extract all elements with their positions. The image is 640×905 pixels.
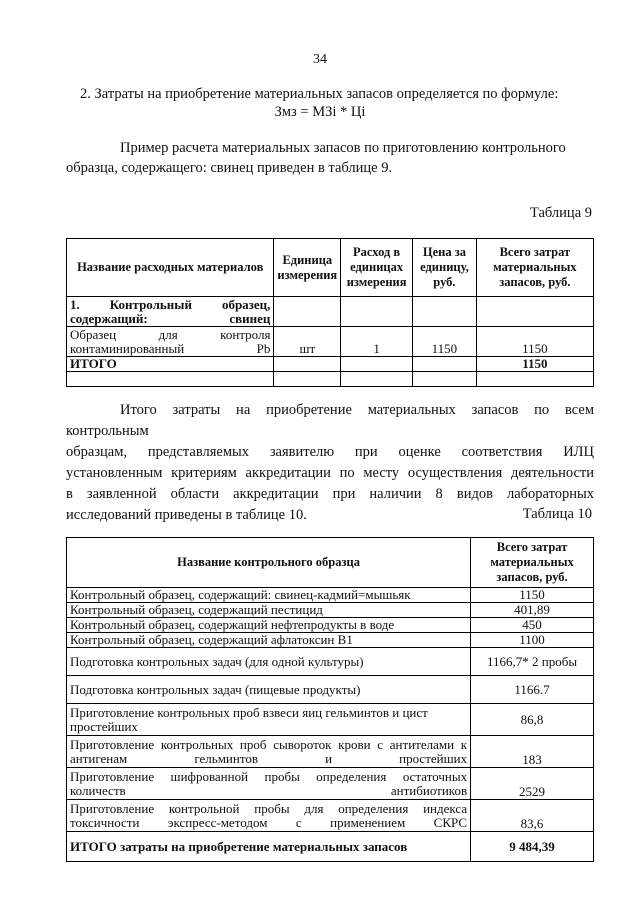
table10-row-value: 401,89	[471, 603, 594, 618]
table10-row-value: 1166.7	[471, 676, 594, 704]
table-9	[66, 238, 594, 387]
table10-row-name: Приготовление контрольных проб сывороток крови с антителами к антигенам гельминтов и простейших	[67, 736, 471, 768]
table10-row-name: Подготовка контрольных задач (для одной культуры)	[67, 648, 471, 676]
table10-row-value: 1100	[471, 633, 594, 648]
table9-item-name: Образец для контроля контаминированный Pb	[67, 327, 274, 357]
summary-line: установленным критериям аккредитации по месту осуществления деятельности	[66, 465, 594, 481]
table9-group-title: 1. Контрольный образец, содержащий: свинец	[67, 297, 274, 327]
table10-row-name: Приготовление шифрованной пробы определения остаточных количеств антибиотиков	[67, 768, 471, 800]
table9-item-price: 1150	[413, 327, 477, 357]
table9-item-qty: 1	[341, 327, 413, 357]
table10-row-name: Контрольный образец, содержащий нефтепродукты в воде	[67, 618, 471, 633]
table10-row-name: Контрольный образец, содержащий: свинец-кадмий=мышьяк	[67, 588, 471, 603]
summary-line: образцам, представляемых заявителю при оценке соответствия ИЛЦ	[66, 444, 594, 460]
example-text-line1: Пример расчета материальных запасов по приготовлению контрольного	[120, 140, 566, 156]
table10-row-value: 83,6	[471, 800, 594, 832]
summary-line: Итого затраты на приобретение материальных запасов по всем контрольным	[66, 402, 594, 439]
example-text-line2: образца, содержащего: свинец приведен в таблице 9.	[66, 160, 393, 176]
table10-row-value: 1150	[471, 588, 594, 603]
table10-row-value: 2529	[471, 768, 594, 800]
summary-line: в заявленной области аккредитации при наличии 8 видов лабораторных	[66, 486, 594, 502]
table10-row-name: Контрольный образец, содержащий афлатоксин B1	[67, 633, 471, 648]
formula: Змз = МЗi * Цi	[274, 104, 366, 120]
table9-item-total: 1150	[476, 327, 593, 357]
table10-total-label: ИТОГО затраты на приобретение материальных запасов	[67, 832, 471, 862]
table10-header-name: Название контрольного образца	[67, 538, 471, 588]
table9-item-unit: шт	[274, 327, 341, 357]
table10-row-name: Приготовление контрольной пробы для определения индекса токсичности экспресс-методом с применением СКРС	[67, 800, 471, 832]
summary-line: исследований приведены в таблице 10.	[66, 507, 307, 523]
table9-header-total: Всего затрат материальных запасов, руб.	[476, 239, 593, 297]
page-number: 34	[313, 52, 327, 67]
section-2-heading: 2. Затраты на приобретение материальных запасов определяется по формуле:	[80, 86, 559, 102]
table10-header-total: Всего затрат материальных запасов, руб.	[471, 538, 594, 588]
table10-row-value: 183	[471, 736, 594, 768]
table10-row-name: Подготовка контрольных задач (пищевые продукты)	[67, 676, 471, 704]
table10-caption: Таблица 10	[522, 506, 592, 522]
table10-row-value: 450	[471, 618, 594, 633]
table9-header-qty: Расход в единицах измерения	[341, 239, 413, 297]
table9-total-value: 1150	[476, 357, 593, 372]
table9-header-price: Цена за единицу, руб.	[413, 239, 477, 297]
table10-row-value: 86,8	[471, 704, 594, 736]
table10-total-value: 9 484,39	[471, 832, 594, 862]
table10-row-value: 1166,7* 2 пробы	[471, 648, 594, 676]
table9-total-label: ИТОГО	[67, 357, 274, 372]
summary-paragraph	[66, 400, 594, 526]
table-10	[66, 537, 594, 862]
table9-header-unit: Единица измерения	[274, 239, 341, 297]
table9-caption: Таблица 9	[529, 205, 592, 221]
table10-row-name: Контрольный образец, содержащий пестицид	[67, 603, 471, 618]
table9-header-name: Название расходных материалов	[67, 239, 274, 297]
table10-row-name: Приготовление контрольных проб взвеси яиц гельминтов и цист простейших	[67, 704, 471, 736]
